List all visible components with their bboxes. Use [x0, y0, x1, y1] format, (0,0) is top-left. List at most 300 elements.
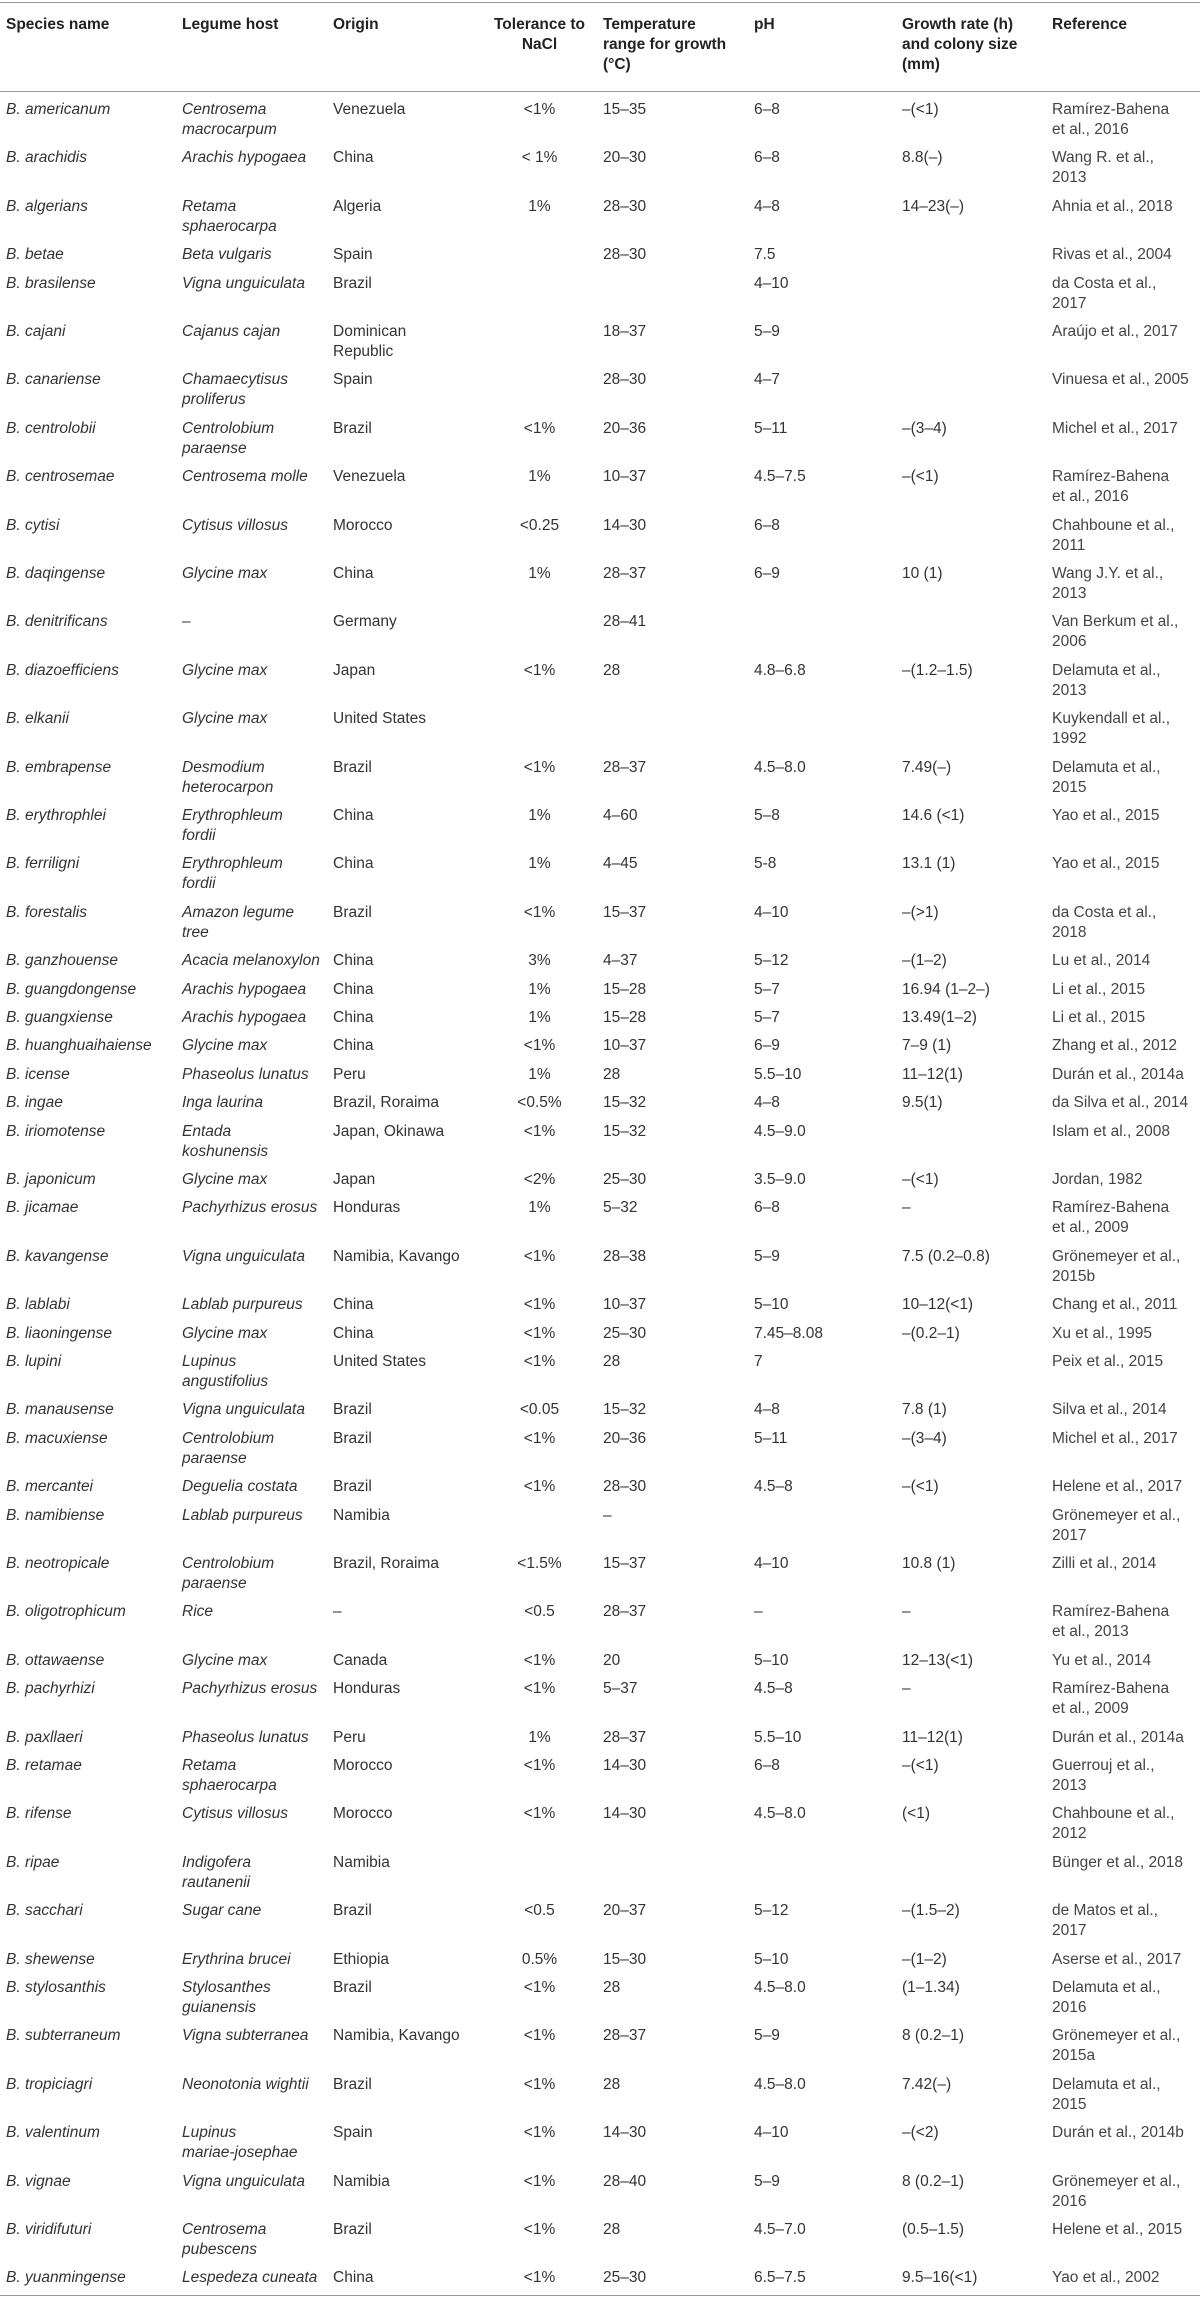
temperature-cell: 20–36 — [603, 1429, 647, 1447]
growth-rate-cell: –(3–4) — [902, 1429, 947, 1447]
nacl-tolerance-cell: <1% — [523, 2172, 556, 2190]
temperature-cell: 28–38 — [603, 1247, 647, 1265]
header-reference: Reference — [1052, 16, 1127, 33]
legume-host-cell: Glycine max — [182, 1324, 268, 1342]
legume-host-cell: Desmodium heterocarpon — [182, 758, 274, 796]
species-name-cell: B. americanum — [6, 101, 111, 118]
species-name-cell: B. lupini — [6, 1353, 62, 1370]
origin-cell: Japan, Okinawa — [333, 1122, 445, 1140]
temperature-cell: 28–37 — [603, 2027, 647, 2045]
nacl-tolerance-cell: 1% — [528, 197, 551, 215]
species-name-cell: B. icense — [6, 1065, 70, 1083]
temperature-cell: – — [603, 1506, 612, 1524]
legume-host-cell: Lupinus mariae-josephae — [182, 2124, 298, 2162]
legume-host-cell: Phaseolus lunatus — [182, 1065, 309, 1083]
reference-cell: Ramírez-Bahena et al., 2016 — [1052, 101, 1170, 138]
temperature-cell: 25–30 — [603, 2269, 647, 2287]
temperature-cell: 10–37 — [603, 1037, 647, 1055]
legume-host-cell: Cytisus villosus — [182, 516, 288, 534]
origin-cell: China — [333, 980, 374, 998]
growth-rate-cell: –(3–4) — [902, 419, 947, 437]
origin-cell: Brazil — [333, 758, 372, 776]
ph-cell: 6–8 — [754, 1199, 780, 1217]
legume-host-cell: Amazon legume tree — [182, 903, 295, 941]
growth-rate-cell: – — [902, 1603, 911, 1621]
growth-rate-cell: (0.5–1.5) — [902, 2221, 965, 2238]
table-row — [0, 1728, 1200, 1748]
reference-cell: Helene et al., 2017 — [1052, 1478, 1183, 1496]
growth-rate-cell: (<1) — [902, 1805, 930, 1823]
ph-cell: 6–8 — [754, 101, 780, 118]
ph-cell: 6–9 — [754, 1037, 780, 1055]
reference-cell: Chahboune et al., 2012 — [1052, 1805, 1175, 1843]
ph-cell: 5–7 — [754, 980, 780, 998]
ph-cell: 6–9 — [754, 565, 780, 582]
nacl-tolerance-cell: <1% — [523, 2269, 556, 2287]
legume-host-cell: Lupinus angustifolius — [182, 1353, 269, 1390]
table-row — [0, 903, 1200, 943]
temperature-cell: 4–37 — [603, 952, 638, 970]
legume-host-cell: Centrolobium paraense — [182, 1429, 275, 1467]
ph-cell: 5–10 — [754, 1296, 789, 1314]
origin-cell: Dominican Republic — [333, 323, 407, 360]
table-row — [0, 1853, 1200, 1893]
table-row — [0, 1324, 1200, 1344]
legume-host-cell: Vigna subterranea — [182, 2027, 309, 2045]
nacl-tolerance-cell: 1% — [528, 980, 551, 998]
growth-rate-cell: 8 (0.2–1) — [902, 2172, 965, 2190]
ph-cell: 5–9 — [754, 2172, 780, 2190]
growth-rate-cell: 9.5–16(<1) — [902, 2269, 978, 2287]
nacl-tolerance-cell: <1% — [523, 1805, 556, 1823]
ph-cell: 5.5–10 — [754, 1065, 802, 1083]
table-row — [0, 1295, 1200, 1315]
growth-rate-cell: –(1.5–2) — [902, 1902, 960, 1920]
nacl-tolerance-cell: <0.25 — [519, 516, 560, 534]
temperature-cell: 28 — [603, 1979, 621, 1996]
nacl-tolerance-cell: <0.5% — [517, 1094, 562, 1112]
table-row — [0, 951, 1200, 971]
origin-cell: Germany — [333, 613, 397, 631]
origin-cell: China — [333, 1037, 374, 1055]
origin-cell: Namibia, Kavango — [333, 1247, 460, 1265]
reference-cell: Lu et al., 2014 — [1052, 952, 1151, 970]
legume-host-cell: Vigna unguiculata — [182, 2172, 305, 2190]
species-name-cell: B. ganzhouense — [6, 952, 119, 970]
reference-cell: Yu et al., 2014 — [1052, 1651, 1152, 1669]
legume-host-cell: Erythrophleum fordii — [182, 855, 283, 893]
legume-host-cell: Rice — [182, 1603, 214, 1621]
table-row — [0, 1651, 1200, 1671]
species-name-cell: B. lablabi — [6, 1296, 70, 1314]
reference-cell: Li et al., 2015 — [1052, 1009, 1146, 1026]
ph-cell: 4.5–8 — [754, 1478, 793, 1496]
nacl-tolerance-cell: <1% — [523, 1037, 556, 1055]
origin-cell: China — [333, 807, 374, 824]
species-name-cell: B. ottawaense — [6, 1651, 105, 1669]
nacl-tolerance-cell: < 1% — [521, 149, 558, 167]
table-row — [0, 1352, 1200, 1392]
growth-rate-cell: –(1–2) — [902, 1950, 947, 1968]
species-name-cell: B. elkanii — [6, 710, 69, 728]
temperature-cell: 25–30 — [603, 1324, 647, 1342]
temperature-cell: 15–32 — [603, 1122, 647, 1140]
legume-host-cell: Glycine max — [182, 565, 268, 582]
reference-cell: Wang J.Y. et al., 2013 — [1052, 565, 1164, 602]
nacl-tolerance-cell: <1% — [523, 2075, 556, 2093]
species-name-cell: B. stylosanthis — [6, 1979, 106, 1996]
table-row — [0, 1170, 1200, 1190]
species-name-cell: B. kavangense — [6, 1247, 109, 1265]
reference-cell: Kuykendall et al., 1992 — [1052, 710, 1171, 748]
nacl-tolerance-cell: <0.5 — [524, 1902, 555, 1920]
origin-cell: United States — [333, 710, 427, 728]
ph-cell: 5–9 — [754, 2027, 780, 2045]
reference-cell: Aserse et al., 2017 — [1052, 1950, 1182, 1968]
species-name-cell: B. liaoningense — [6, 1324, 112, 1342]
header-growth-rate: Growth rate (h) and colony size (mm) — [902, 16, 1018, 73]
origin-cell: China — [333, 565, 374, 582]
nacl-tolerance-cell: <1% — [523, 758, 556, 776]
table-row — [0, 1036, 1200, 1056]
table-row — [0, 1950, 1200, 1970]
ph-cell: 4–8 — [754, 197, 780, 215]
temperature-cell: 28–30 — [603, 246, 647, 264]
table-row — [0, 1554, 1200, 1594]
legume-host-cell: Chamaecytisus proliferus — [182, 371, 288, 409]
species-name-cell: B. ferriligni — [6, 855, 80, 873]
ph-cell: 6–8 — [754, 149, 780, 167]
reference-cell: da Costa et al., 2017 — [1052, 274, 1157, 312]
temperature-cell: 28 — [603, 1065, 621, 1083]
growth-rate-cell: 13.1 (1) — [902, 855, 956, 873]
reference-cell: Peix et al., 2015 — [1052, 1353, 1164, 1370]
table-row — [0, 370, 1200, 410]
species-name-cell: B. macuxiense — [6, 1429, 108, 1447]
temperature-cell: 28 — [603, 2075, 621, 2093]
table-row — [0, 245, 1200, 265]
growth-rate-cell: 11–12(1) — [902, 1728, 963, 1746]
table-row — [0, 467, 1200, 507]
nacl-tolerance-cell: 1% — [528, 468, 551, 486]
origin-cell: – — [333, 1603, 342, 1621]
temperature-cell: 28–30 — [603, 1478, 647, 1496]
reference-cell: Durán et al., 2014b — [1052, 2124, 1184, 2142]
table-row — [0, 2123, 1200, 2163]
origin-cell: Morocco — [333, 1805, 393, 1823]
origin-cell: Algeria — [333, 197, 382, 215]
reference-cell: Vinuesa et al., 2005 — [1052, 371, 1189, 389]
legume-host-cell: Acacia melanoxylon — [182, 952, 320, 970]
ph-cell: 4–10 — [754, 903, 789, 921]
reference-cell: Islam et al., 2008 — [1052, 1122, 1171, 1140]
legume-host-cell: Sugar cane — [182, 1902, 262, 1920]
origin-cell: Spain — [333, 246, 373, 264]
table-row — [0, 854, 1200, 894]
species-name-cell: B. diazoefficiens — [6, 661, 119, 679]
temperature-cell: 28 — [603, 661, 621, 679]
table-row — [0, 1804, 1200, 1844]
reference-cell: Araújo et al., 2017 — [1052, 323, 1178, 340]
species-name-cell: B. centrosemae — [6, 468, 115, 486]
temperature-cell: 15–37 — [603, 903, 647, 921]
table-row — [0, 1065, 1200, 1085]
temperature-cell: 10–37 — [603, 1296, 647, 1314]
table-top-rule — [0, 2, 1200, 3]
legume-host-cell: Vigna unguiculata — [182, 1247, 305, 1265]
temperature-cell: 28–37 — [603, 1728, 647, 1746]
origin-cell: Peru — [333, 1065, 366, 1083]
table-row — [0, 1122, 1200, 1162]
origin-cell: Spain — [333, 371, 373, 389]
temperature-cell: 5–32 — [603, 1199, 638, 1217]
header-species-name: Species name — [6, 16, 110, 33]
ph-cell: 3.5–9.0 — [754, 1171, 806, 1188]
reference-cell: Grönemeyer et al., 2015b — [1052, 1247, 1181, 1285]
species-name-cell: B. valentinum — [6, 2124, 100, 2142]
species-name-cell: B. centrolobii — [6, 419, 96, 437]
ph-cell: 4.5–8.0 — [754, 758, 806, 776]
reference-cell: Yao et al., 2002 — [1052, 2269, 1160, 2287]
table-row — [0, 1008, 1200, 1028]
nacl-tolerance-cell: <1% — [523, 2124, 556, 2142]
reference-cell: Bünger et al., 2018 — [1052, 1853, 1183, 1871]
table-row — [0, 1429, 1200, 1469]
growth-rate-cell: 7.49(–) — [902, 758, 952, 776]
header-bottom-rule — [0, 91, 1200, 92]
species-name-cell: B. paxllaeri — [6, 1728, 83, 1746]
growth-rate-cell: 7.8 (1) — [902, 1401, 947, 1419]
origin-cell: Honduras — [333, 1199, 401, 1217]
origin-cell: China — [333, 2269, 374, 2287]
header-ph: pH — [754, 16, 775, 33]
ph-cell: 4.5–8 — [754, 1680, 793, 1698]
ph-cell: 4–10 — [754, 274, 789, 292]
origin-cell: Japan — [333, 1171, 376, 1188]
growth-rate-cell: – — [902, 1199, 911, 1217]
species-name-cell: B. canariense — [6, 371, 101, 389]
reference-cell: Guerrouj et al., 2013 — [1052, 1757, 1155, 1794]
table-row — [0, 148, 1200, 188]
reference-cell: Durán et al., 2014a — [1052, 1728, 1184, 1746]
growth-rate-cell: 14.6 (<1) — [902, 807, 965, 824]
legume-host-cell: Stylosanthes guianensis — [182, 1979, 271, 2016]
reference-cell: Grönemeyer et al., 2016 — [1052, 2172, 1181, 2210]
temperature-cell: 25–30 — [603, 1171, 647, 1188]
species-name-cell: B. iriomotense — [6, 1122, 106, 1140]
legume-host-cell: Beta vulgaris — [182, 246, 272, 264]
temperature-cell: 15–32 — [603, 1401, 647, 1419]
reference-cell: da Costa et al., 2018 — [1052, 903, 1157, 941]
nacl-tolerance-cell: 1% — [528, 1065, 551, 1083]
origin-cell: China — [333, 1009, 374, 1026]
origin-cell: Venezuela — [333, 101, 406, 118]
legume-host-cell: Glycine max — [182, 661, 268, 679]
nacl-tolerance-cell: <1% — [523, 1247, 556, 1265]
species-name-cell: B. sacchari — [6, 1902, 83, 1920]
legume-host-cell: Pachyrhizus erosus — [182, 1680, 318, 1698]
growth-rate-cell: 8.8(–) — [902, 149, 943, 167]
legume-host-cell: Cajanus cajan — [182, 323, 281, 340]
species-name-cell: B. erythrophlei — [6, 807, 106, 824]
table-row — [0, 274, 1200, 314]
growth-rate-cell: –(1–2) — [902, 952, 947, 970]
reference-cell: Delamuta et al., 2015 — [1052, 758, 1161, 796]
origin-cell: China — [333, 855, 374, 873]
ph-cell: 5–9 — [754, 323, 780, 340]
origin-cell: Brazil — [333, 1902, 372, 1920]
header-origin: Origin — [333, 16, 379, 33]
origin-cell: Brazil — [333, 1478, 372, 1496]
temperature-cell: 4–60 — [603, 807, 638, 824]
growth-rate-cell: 7.5 (0.2–0.8) — [902, 1247, 990, 1265]
reference-cell: Xu et al., 1995 — [1052, 1324, 1152, 1342]
reference-cell: Michel et al., 2017 — [1052, 1429, 1178, 1447]
table-row — [0, 2220, 1200, 2260]
growth-rate-cell: 16.94 (1–2–) — [902, 980, 990, 998]
species-name-cell: B. ingae — [6, 1094, 63, 1112]
table-row — [0, 612, 1200, 652]
table-row — [0, 1978, 1200, 2018]
origin-cell: Brazil — [333, 2221, 372, 2238]
reference-cell: Delamuta et al., 2013 — [1052, 661, 1161, 699]
reference-cell: Ramírez-Bahena et al., 2016 — [1052, 468, 1170, 506]
table-row — [0, 1400, 1200, 1420]
reference-cell: Yao et al., 2015 — [1052, 855, 1160, 873]
ph-cell: 4.5–7.0 — [754, 2221, 806, 2238]
table-row — [0, 758, 1200, 798]
legume-host-cell: Erythrophleum fordii — [182, 807, 283, 844]
header-legume-host: Legume host — [182, 16, 279, 33]
nacl-tolerance-cell: <1% — [523, 1979, 556, 1996]
origin-cell: Brazil, Roraima — [333, 1555, 439, 1572]
species-name-cell: B. subterraneum — [6, 2027, 121, 2045]
nacl-tolerance-cell: 1% — [528, 565, 551, 582]
table-row — [0, 322, 1200, 362]
reference-cell: Yao et al., 2015 — [1052, 807, 1160, 824]
nacl-tolerance-cell: <1% — [523, 903, 556, 921]
temperature-cell: 18–37 — [603, 323, 647, 340]
reference-cell: Zhang et al., 2012 — [1052, 1037, 1177, 1055]
species-name-cell: B. retamae — [6, 1757, 82, 1774]
nacl-tolerance-cell: <1% — [523, 1651, 556, 1669]
legume-host-cell: Lablab purpureus — [182, 1296, 303, 1314]
table-row — [0, 1679, 1200, 1719]
legume-host-cell: Centrosema molle — [182, 468, 308, 486]
nacl-tolerance-cell: 1% — [528, 1728, 551, 1746]
nacl-tolerance-cell: 1% — [528, 1009, 551, 1026]
table-bottom-rule — [0, 2295, 1200, 2296]
ph-cell: 7.45–8.08 — [754, 1324, 823, 1342]
growth-rate-cell: – — [902, 1680, 911, 1698]
origin-cell: Canada — [333, 1651, 388, 1669]
table-row — [0, 1756, 1200, 1796]
ph-cell: 4–8 — [754, 1094, 780, 1112]
table-row — [0, 2026, 1200, 2066]
growth-rate-cell: –(<1) — [902, 1478, 939, 1496]
ph-cell: 4.5–7.5 — [754, 468, 806, 486]
ph-cell: 4.5–8.0 — [754, 1805, 806, 1823]
ph-cell: 4.5–8.0 — [754, 1979, 806, 1996]
temperature-cell: 28–40 — [603, 2172, 647, 2190]
reference-cell: Silva et al., 2014 — [1052, 1401, 1167, 1419]
growth-rate-cell: 13.49(1–2) — [902, 1009, 977, 1026]
reference-cell: Wang R. et al., 2013 — [1052, 149, 1154, 187]
growth-rate-cell: 10 (1) — [902, 565, 943, 582]
nacl-tolerance-cell: <1% — [523, 2027, 556, 2045]
reference-cell: Grönemeyer et al., 2017 — [1052, 1506, 1181, 1544]
growth-rate-cell: –(<2) — [902, 2124, 939, 2142]
origin-cell: United States — [333, 1353, 427, 1370]
ph-cell: 4.8–6.8 — [754, 661, 806, 679]
ph-cell: 4–10 — [754, 2124, 789, 2142]
table-row — [0, 709, 1200, 749]
growth-rate-cell: 14–23(–) — [902, 197, 965, 215]
nacl-tolerance-cell: <1% — [523, 1122, 556, 1140]
legume-host-cell: Cytisus villosus — [182, 1805, 288, 1823]
growth-rate-cell: 12–13(<1) — [902, 1651, 974, 1669]
origin-cell: China — [333, 952, 374, 970]
origin-cell: Spain — [333, 2124, 373, 2142]
temperature-cell: 15–35 — [603, 101, 647, 118]
temperature-cell: 5–37 — [603, 1680, 638, 1698]
nacl-tolerance-cell: <1% — [523, 1757, 556, 1774]
ph-cell: 5–12 — [754, 952, 789, 970]
species-name-cell: B. cytisi — [6, 516, 60, 534]
origin-cell: China — [333, 1296, 374, 1314]
table-row — [0, 564, 1200, 604]
legume-host-cell: Vigna unguiculata — [182, 274, 305, 292]
species-name-cell: B. yuanmingense — [6, 2269, 126, 2287]
legume-host-cell: Vigna unguiculata — [182, 1401, 305, 1419]
legume-host-cell: Centrolobium paraense — [182, 1555, 275, 1592]
growth-rate-cell: –(<1) — [902, 1757, 939, 1774]
reference-cell: Chang et al., 2011 — [1052, 1296, 1178, 1314]
temperature-cell: 20–37 — [603, 1902, 647, 1920]
legume-host-cell: Centrolobium paraense — [182, 419, 275, 457]
species-name-cell: B. guangdongense — [6, 980, 137, 998]
table-row — [0, 1198, 1200, 1238]
species-name-cell: B. guangxiense — [6, 1009, 113, 1026]
legume-host-cell: Centrosema macrocarpum — [182, 101, 277, 138]
species-name-cell: B. arachidis — [6, 149, 87, 167]
table-row — [0, 419, 1200, 459]
nacl-tolerance-cell: <0.5 — [524, 1603, 555, 1621]
nacl-tolerance-cell: <1.5% — [517, 1555, 562, 1572]
ph-cell: 5–12 — [754, 1902, 789, 1920]
reference-cell: da Silva et al., 2014 — [1052, 1094, 1189, 1112]
legume-host-cell: Glycine max — [182, 710, 268, 728]
reference-cell: Grönemeyer et al., 2015a — [1052, 2027, 1181, 2065]
species-name-cell: B. algerians — [6, 197, 88, 215]
temperature-cell: 20 — [603, 1651, 621, 1669]
table-row — [0, 197, 1200, 237]
nacl-tolerance-cell: 3% — [528, 952, 551, 970]
growth-rate-cell: 10–12(<1) — [902, 1296, 974, 1314]
origin-cell: Namibia, Kavango — [333, 2027, 460, 2045]
species-name-cell: B. neotropicale — [6, 1555, 110, 1572]
ph-cell: 5–7 — [754, 1009, 780, 1026]
species-name-cell: B. shewense — [6, 1950, 95, 1968]
origin-cell: Peru — [333, 1728, 366, 1746]
growth-rate-cell: (1–1.34) — [902, 1979, 960, 1996]
origin-cell: Namibia — [333, 1506, 390, 1524]
ph-cell: 7.5 — [754, 246, 776, 264]
reference-cell: Van Berkum et al., 2006 — [1052, 613, 1179, 651]
legume-host-cell: Phaseolus lunatus — [182, 1728, 309, 1746]
ph-cell: 5–11 — [754, 419, 788, 437]
reference-cell: Helene et al., 2015 — [1052, 2221, 1183, 2238]
